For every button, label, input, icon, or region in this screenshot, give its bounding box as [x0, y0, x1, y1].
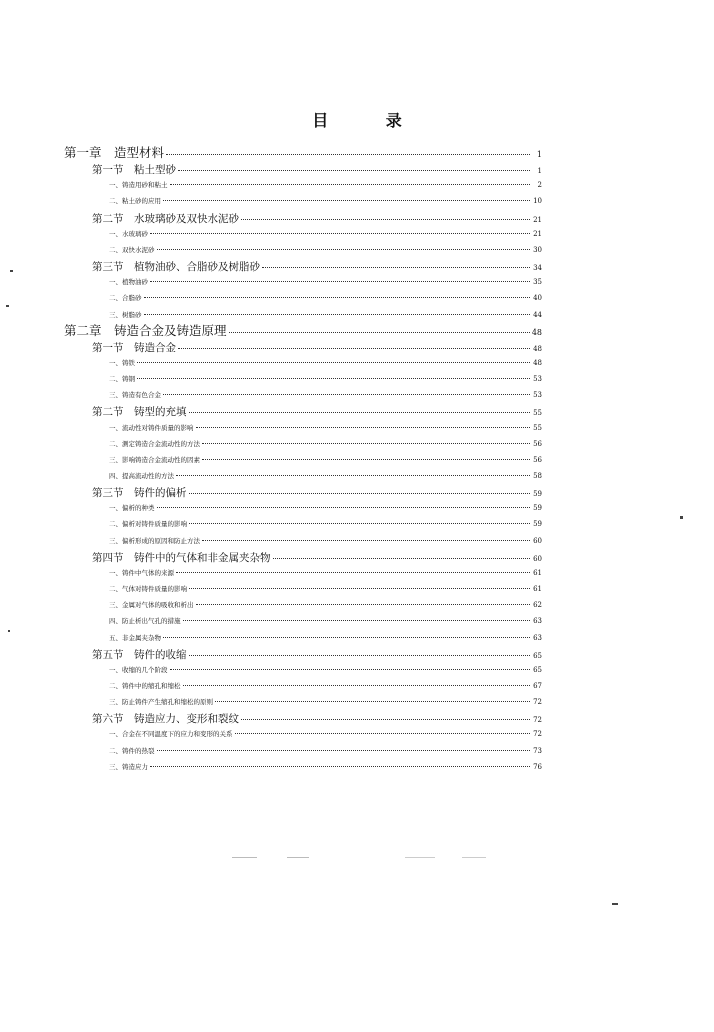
toc-entry-label: 二、铸件的热裂: [109, 746, 155, 755]
toc-leader-dots: [235, 725, 531, 734]
toc-entry-label: 第二节 铸型的充填: [92, 406, 187, 419]
toc-leader-dots: [189, 645, 531, 656]
toc-page-number: 63: [533, 633, 542, 642]
toc-leader-dots: [137, 370, 530, 379]
toc-entry-label: 五、非金属夹杂物: [109, 633, 161, 642]
toc-subsection: [109, 727, 542, 741]
toc-subsection: [109, 517, 542, 531]
toc-subsection: [109, 275, 542, 289]
toc-leader-dots: [183, 677, 531, 686]
toc-entry-label: 三、铸造有色合金: [109, 391, 161, 400]
toc-page-number: 34: [533, 264, 542, 273]
toc-page-number: 1: [536, 150, 542, 159]
toc-leader-dots: [273, 548, 531, 559]
toc-entry-label: 一、铸件中气体的来源: [109, 568, 174, 577]
toc-entry-label: 第一章 造型材料: [64, 145, 165, 160]
toc-page-number: 58: [533, 472, 542, 480]
toc-subsection: [109, 695, 542, 709]
toc-leader-dots: [262, 257, 530, 268]
toc-subsection: [109, 566, 542, 580]
scan-mark: [287, 857, 309, 858]
toc-subsection: [109, 760, 542, 774]
toc-subsection: [109, 663, 542, 677]
toc-leader-dots: [163, 192, 530, 201]
scan-speck: [6, 305, 9, 307]
toc-page-number: 72: [533, 716, 542, 725]
toc-page-number: 56: [533, 439, 542, 448]
toc-title: 目 录: [312, 111, 428, 130]
toc-leader-dots: [157, 499, 531, 508]
toc-entry-label: 二、合脂砂: [109, 294, 142, 303]
toc-subsection: [109, 501, 542, 515]
toc-entry-label: 第六节 铸造应力、变形和裂纹: [92, 713, 239, 726]
toc-leader-dots: [189, 402, 531, 413]
toc-entry-label: 二、铸件中的缩孔和缩松: [109, 681, 181, 690]
toc-subsection: [109, 372, 542, 386]
toc-entry-label: 一、水玻璃砂: [109, 229, 148, 238]
toc-subsection: [109, 194, 542, 208]
toc-subsection: [109, 598, 542, 612]
toc-entry-label: 第四节 铸件中的气体和非金属夹杂物: [92, 551, 271, 564]
toc-page-number: 61: [533, 568, 542, 577]
toc-page-number: 65: [533, 665, 542, 674]
toc-page-number: 55: [533, 423, 542, 432]
toc-entry-label: 三、树脂砂: [109, 310, 142, 319]
toc-subsection: [109, 243, 542, 257]
toc-page-number: 35: [533, 278, 542, 287]
toc-leader-dots: [189, 515, 530, 524]
toc-page-number: 56: [533, 455, 542, 464]
scan-speck: [10, 270, 13, 272]
toc-entry-label: 三、偏析形成的原因和防止方法: [109, 536, 200, 545]
toc-entry-label: 二、铸钢: [109, 375, 135, 384]
toc-leader-dots: [241, 709, 530, 720]
toc-entry-label: 三、防止铸件产生缩孔和缩松的原则: [109, 698, 213, 707]
toc-entry-label: 第一节 粘土型砂: [92, 164, 176, 177]
toc-subsection: [109, 744, 542, 758]
toc-entry-label: 四、提高流动性的方法: [109, 472, 174, 480]
toc-page-number: 44: [533, 310, 542, 319]
toc-entry-label: 三、影响铸造合金流动性的因素: [109, 455, 200, 464]
toc-leader-dots: [163, 629, 530, 638]
scan-mark: [462, 857, 486, 858]
toc-page-number: 60: [533, 554, 542, 563]
toc-page-number: 53: [533, 391, 542, 400]
toc-entry-label: 一、植物油砂: [109, 278, 148, 287]
toc-entry-label: 二、粘土砂的应用: [109, 197, 161, 206]
toc-entry-label: 一、铸铁: [109, 358, 135, 367]
toc-page-number: 62: [533, 601, 542, 610]
toc-entry-label: 一、流动性对铸件质量的影响: [109, 423, 194, 432]
toc-subsection: [109, 291, 542, 305]
toc-subsection: [109, 227, 542, 241]
toc-subsection: [109, 453, 542, 467]
toc-page-number: 1: [537, 167, 542, 176]
toc-subsection: [109, 421, 542, 435]
toc-page-number: 60: [533, 536, 542, 545]
toc-page-number: 63: [533, 617, 542, 626]
toc-leader-dots: [241, 209, 530, 220]
toc-leader-dots: [189, 580, 530, 589]
toc-leader-dots: [215, 693, 530, 702]
toc-page-number: 67: [533, 681, 542, 690]
toc-subsection: [109, 534, 542, 548]
scan-speck: [612, 903, 618, 905]
toc-page-number: 59: [533, 504, 542, 513]
toc-page-number: 73: [533, 746, 542, 755]
toc-page-number: 53: [533, 375, 542, 384]
toc-leader-dots: [202, 435, 530, 444]
toc-leader-dots: [144, 289, 531, 298]
toc-entry-label: 二、双快水泥砂: [109, 245, 155, 254]
toc-entry-label: 第二章 铸造合金及铸造原理: [64, 322, 227, 338]
toc-leader-dots: [202, 451, 530, 460]
toc-entry-label: 第一节 铸造合金: [92, 341, 176, 354]
toc-subsection: [109, 679, 542, 693]
toc-leader-dots: [189, 483, 531, 494]
toc-entry-label: 二、偏析对铸件质量的影响: [109, 520, 187, 529]
toc-subsection: [109, 356, 542, 370]
toc-entry-label: 二、气体对铸件质量的影响: [109, 585, 187, 594]
toc-leader-dots: [176, 467, 530, 476]
toc-page-number: 21: [533, 215, 542, 224]
toc-subsection: [109, 388, 542, 402]
toc-page-number: 76: [533, 762, 542, 771]
toc-leader-dots: [163, 386, 530, 395]
toc-page-number: 72: [533, 698, 542, 707]
toc-page-number: 61: [533, 585, 542, 594]
toc-page-number: 48: [533, 358, 542, 367]
toc-page-number: 48: [533, 344, 542, 353]
toc-page-number: 2: [537, 181, 542, 190]
toc-leader-dots: [150, 273, 530, 282]
toc-leader-dots: [157, 742, 531, 751]
toc-leader-dots: [196, 419, 531, 428]
toc-leader-dots: [176, 564, 530, 573]
toc-entry-label: 一、收缩的几个阶段: [109, 665, 168, 674]
toc-entry-label: 三、金属对气体的吸收和析出: [109, 601, 194, 610]
scan-mark: [405, 857, 435, 858]
toc-page-number: 55: [533, 409, 542, 418]
toc-page-number: 59: [533, 490, 542, 499]
toc-leader-dots: [150, 225, 530, 234]
toc-leader-dots: [137, 354, 530, 363]
toc-page-number: 40: [533, 294, 542, 303]
toc-page-number: 72: [533, 730, 542, 739]
toc-leader-dots: [178, 338, 530, 349]
toc-page-number: 59: [533, 520, 542, 529]
toc-leader-dots: [144, 306, 531, 315]
toc-entry-label: 第三节 铸件的偏析: [92, 487, 187, 500]
toc-entry-label: 一、合金在不同温度下的应力和变形的关系: [109, 730, 233, 739]
toc-page-number: 65: [533, 651, 542, 660]
toc-subsection: [109, 614, 542, 628]
toc-entry-label: 一、铸造用砂和粘土: [109, 181, 168, 190]
toc-leader-dots: [202, 532, 530, 541]
toc-leader-dots: [166, 144, 530, 155]
toc-subsection: [109, 582, 542, 596]
toc-subsection: [109, 631, 542, 645]
toc-page-number: 10: [533, 197, 542, 206]
scan-mark: [232, 857, 257, 858]
toc-subsection: [109, 178, 542, 192]
toc-subsection: [109, 308, 542, 322]
toc-entry-label: 四、防止析出气孔的措施: [109, 617, 181, 626]
toc-leader-dots: [157, 241, 531, 250]
toc-entry-label: 第三节 植物油砂、合脂砂及树脂砂: [92, 261, 260, 274]
toc-leader-dots: [196, 596, 531, 605]
toc-leader-dots: [170, 176, 531, 185]
toc-page-number: 30: [533, 245, 542, 254]
toc-entry-label: 二、测定铸造合金流动性的方法: [109, 439, 200, 448]
toc-entry-label: 第五节 铸件的收缩: [92, 648, 187, 661]
toc-page-number: 48: [531, 327, 542, 337]
toc-entry-label: 一、偏析的种类: [109, 504, 155, 513]
scan-speck: [680, 516, 683, 519]
scan-speck: [8, 630, 10, 632]
toc-subsection: [109, 469, 542, 483]
toc-leader-dots: [170, 661, 531, 670]
toc-leader-dots: [183, 612, 531, 621]
toc-subsection: [109, 437, 542, 451]
toc-leader-dots: [150, 758, 530, 767]
toc-leader-dots: [229, 322, 530, 333]
toc-page-number: 21: [533, 229, 542, 238]
toc-entry-label: 三、铸造应力: [109, 762, 148, 771]
toc-leader-dots: [178, 160, 530, 171]
toc-entry-label: 第二节 水玻璃砂及双快水泥砂: [92, 212, 239, 225]
